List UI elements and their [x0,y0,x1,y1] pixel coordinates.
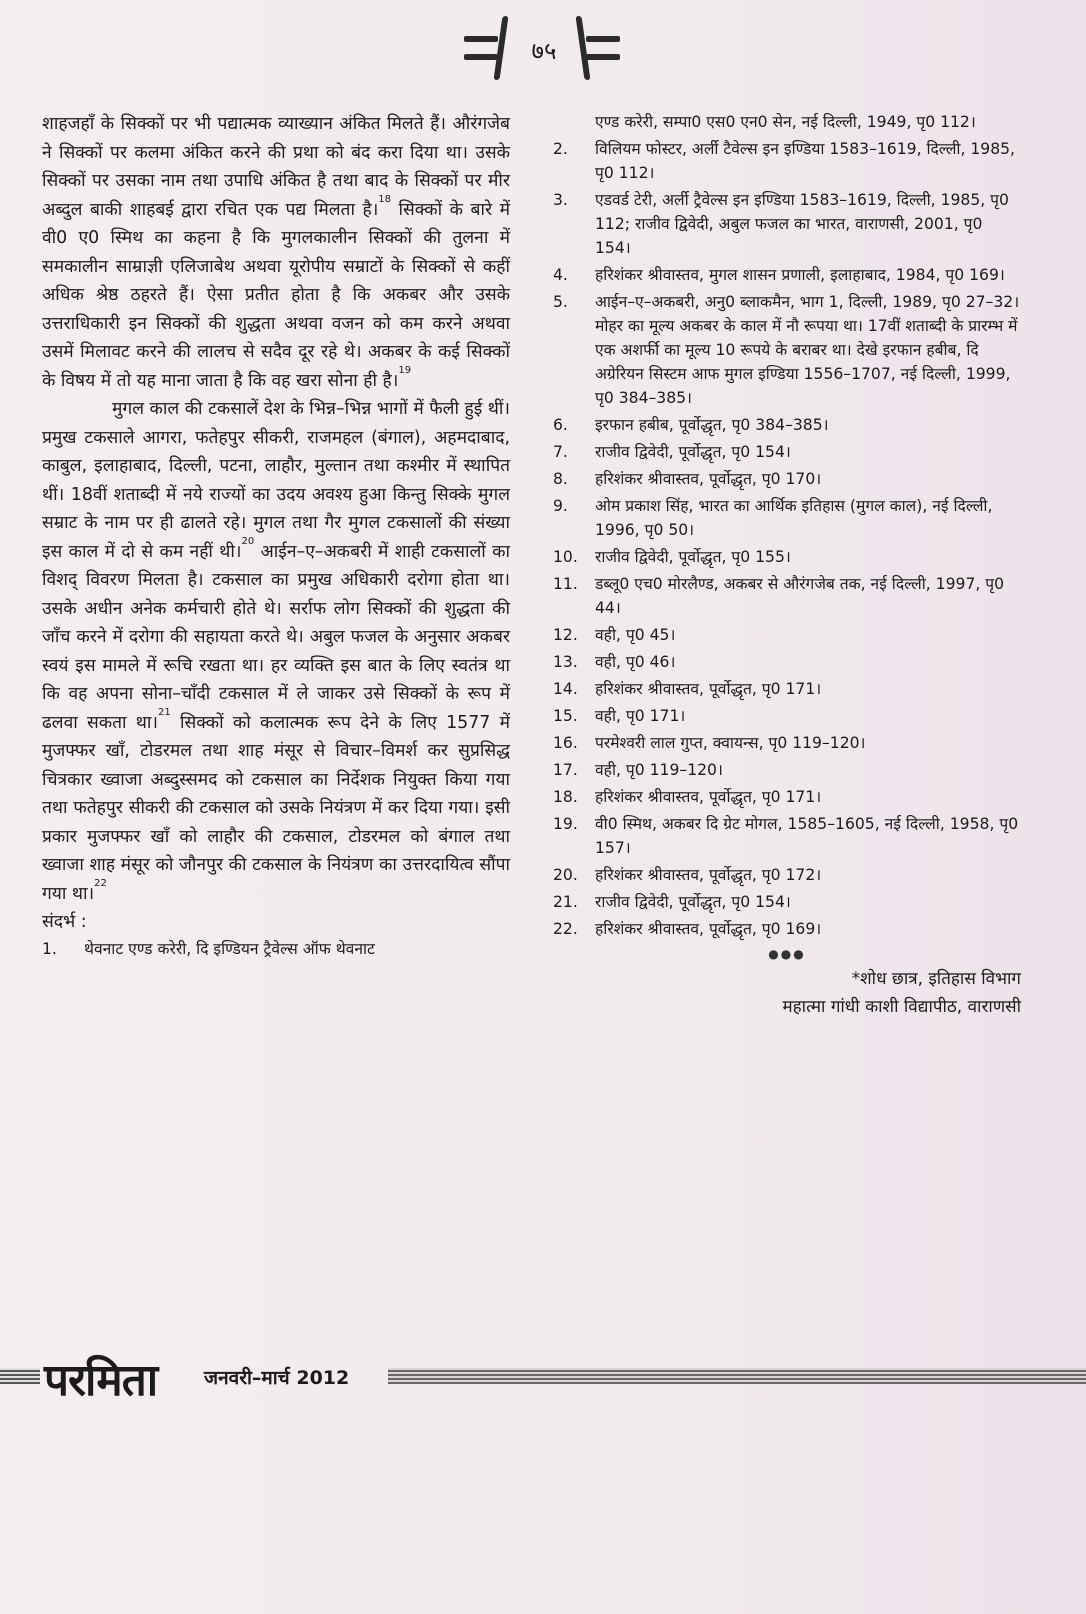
reference-item [553,785,1021,809]
reference-item [553,650,1021,674]
ornament-bar [464,54,498,60]
reference-text: राजीव द्विवेदी, पूर्वोद्धृत, पृ0 154। [595,893,791,911]
reference-item [553,188,1021,260]
paragraph-text: आईन–ए–अकबरी में शाही टकसालों का विशद् विवरण मिलता है। टकसाल का प्रमुख अधिकारी दरोगा होता था। उसके अधीन अनेक कर्मचारी होते थे। सर्राफ लोग सिक्कों की शुद्धता की जाँच करने में दरोगा की सहायता करते थे। अबुल फजल के अनुसार अकबर स्वयं इस मामले में रूचि रखता था। हर व्यक्ति इस बात के लिए स्वतंत्र था कि वह अपना सोना–चाँदी टकसाल में ले जाकर उसे सिक्कों के रूप में ढलवा सकता था। [42,541,510,733]
reference-list [553,110,1021,941]
reference-item [553,440,1021,464]
reference-number: 6. [553,416,568,434]
reference-item [553,263,1021,287]
reference-text: परमेश्वरी लाल गुप्त, क्वायन्स, पृ0 119–120। [595,734,866,752]
reference-item [553,704,1021,728]
reference-number: 15. [553,707,578,725]
reference-text: वही, पृ0 46। [595,653,676,671]
reference-number: 11. [553,575,578,593]
page-header [0,14,1086,84]
reference-item [553,572,1021,620]
reference-number: 7. [553,443,568,461]
reference-number: 1. [42,939,57,958]
footer-stripe [0,1368,40,1384]
reference-text: राजीव द्विवेदी, पूर्वोद्धृत, पृ0 154। [595,443,791,461]
body-paragraph [42,395,510,908]
ornament-bar [464,36,498,42]
left-column [42,110,510,964]
body-paragraph [42,110,510,395]
reference-text: वही, पृ0 119–120। [595,761,723,779]
reference-item [553,137,1021,185]
reference-text: एडवर्ड टेरी, अर्ली ट्रैवेल्स इन इण्डिया 1583–1619, दिल्ली, 1985, पृ0 112; राजीव द्विवेदी, अबुल फजल का भारत, वाराणसी, 2001, पृ0 154। [595,191,1009,257]
ornament-bar [586,36,620,42]
reference-number: 17. [553,761,578,779]
reference-text: डब्लू0 एच0 मोरलैण्ड, अकबर से औरंगजेब तक, नई दिल्ली, 1997, पृ0 44। [595,575,1005,617]
reference-item [553,731,1021,755]
reference-text: वी0 स्मिथ, अकबर दि ग्रेट मोगल, 1585–1605, नई दिल्ली, 1958, पृ0 157। [595,815,1019,857]
page-footer [0,1346,1086,1406]
reference-number: 5. [553,293,568,311]
reference-item [553,812,1021,860]
right-column [553,110,1021,1021]
ornament-curve [576,16,591,80]
reference-number: 14. [553,680,578,698]
magazine-logo: परमिता [44,1355,158,1406]
footnote-mark: 21 [158,706,171,718]
reference-number: 8. [553,470,568,488]
reference-number: 20. [553,866,578,884]
reference-number: 18. [553,788,578,806]
reference-item [553,413,1021,437]
reference-item [553,917,1021,941]
reference-list [42,937,510,961]
reference-text: आईन–ए–अकबरी, अनु0 ब्लाकमैन, भाग 1, दिल्ली, 1989, पृ0 27–32। मोहर का मूल्य अकबर के काल में नौ रूपया था। 17वीं शताब्दी के प्रारम्भ में एक अशर्फी का मूल्य 10 रूपये के बराबर था। देखे इरफान हबीब, दि अग्रेरियन सिस्टम आफ मुगल इण्डिया 1556–1707, नई दिल्ली, 1999, पृ0 384–385। [595,293,1020,407]
reference-number: 2. [553,140,568,158]
footnote-mark: 20 [241,535,255,547]
footnote-mark: 19 [398,364,412,376]
section-separator: ●●● [768,947,806,961]
author-line: महात्मा गांधी काशी विद्यापीठ, वाराणसी [782,997,1021,1017]
paragraph-text: सिक्कों को कलात्मक रूप देने के लिए 1577 में मुजफ्फर खाँ, टोडरमल तथा शाह मंसूर से विचार–विमर्श कर सुप्रसिद्ध चित्रकार ख्वाजा अब्दुस्समद को टकसाल का निर्देशक नियुक्त किया गया तथा फतेहपुर सीकरी की टकसाल को उसके नियंत्रण में कर दिया गया। इसी प्रकार मुजफ्फर खाँ को लाहौर की टकसाल, टोडरमल को बंगाल तथा ख्वाजा शाह मंसूर को जौनपुर की टकसाल के नियंत्रण का उत्तरदायित्व सौंपा गया था। [42,712,511,904]
reference-text: हरिशंकर श्रीवास्तव, पूर्वोद्धृत, पृ0 171। [595,788,822,806]
reference-number: 13. [553,653,578,671]
reference-text: विलियम फोस्टर, अर्ली टैवेल्स इन इण्डिया 1583–1619, दिल्ली, 1985, पृ0 112। [595,140,1016,182]
reference-number: 10. [553,548,578,566]
reference-text: राजीव द्विवेदी, पूर्वोद्धृत, पृ0 155। [595,548,791,566]
references-heading: संदर्भ : [42,912,87,932]
page-number: ७५ [531,37,557,65]
reference-text: हरिशंकर श्रीवास्तव, पूर्वोद्धृत, पृ0 172। [595,866,822,884]
reference-number: 4. [553,266,568,284]
author-line: *शोध छात्र, इतिहास विभाग [851,969,1021,989]
reference-item [553,110,1021,134]
footnote-mark: 18 [378,193,392,205]
ornament-bar [586,54,620,60]
reference-item [553,545,1021,569]
reference-text: हरिशंकर श्रीवास्तव, पूर्वोद्धृत, पृ0 171। [595,680,822,698]
paragraph-text: सिक्कों के बारे में वी0 ए0 स्मिथ का कहना है कि मुगलकालीन सिक्कों की तुलना में समकालीन साम्राज्ञी एलिजाबेथ अथवा यूरोपीय सम्राटों के सिक्कों से कहीं अधिक श्रेष्ठ ठहरते हैं। ऐसा प्रतीत होता है कि अकबर और उसके उत्तराधिकारी इन सिक्कों की शुद्धता अथवा वजन को कम करने अथवा उसमें मिलावट करने की लालच से सदैव दूर रहे थे। अकबर के कई सिक्कों के विषय में तो यह माना जाता है कि वह खरा सोना ही है। [42,199,510,391]
footnote-mark: 22 [94,877,107,889]
reference-text: वही, पृ0 45। [595,626,676,644]
reference-text: ओम प्रकाश सिंह, भारत का आर्थिक इतिहास (मुगल काल), नई दिल्ली, 1996, पृ0 50। [595,497,993,539]
reference-text: एण्ड करेरी, सम्पा0 एस0 एन0 सेन, नई दिल्ली, 1949, पृ0 112। [595,113,976,131]
reference-number: 22. [553,920,578,938]
reference-text: हरिशंकर श्रीवास्तव, मुगल शासन प्रणाली, इलाहाबाद, 1984, पृ0 169। [595,266,1005,284]
reference-number: 19. [553,815,578,833]
reference-number: 9. [553,497,568,515]
reference-item [553,290,1021,410]
reference-text: वही, पृ0 171। [595,707,686,725]
reference-item [553,494,1021,542]
reference-item [553,623,1021,647]
reference-text: थेवनाट एण्ड करेरी, दि इण्डियन ट्रैवेल्स ऑफ थेवनाट [84,939,375,958]
footer-stripe [388,1368,1086,1384]
reference-item [42,937,510,961]
reference-item [553,467,1021,491]
ornament-curve [494,16,509,80]
reference-item [553,890,1021,914]
reference-item [553,677,1021,701]
paragraph-text: शाहजहाँ के सिक्कों पर भी पद्यात्मक व्याख्यान अंकित मिलते हैं। औरंगजेब ने सिक्कों पर कलमा अंकित करने की प्रथा को बंद करा दिया था। उसके सिक्कों पर उसका नाम तथा उपाधि अंकित है तथा बाद के सिक्कों पर मीर अब्दुल बाकी शाहबई द्वारा रचित एक पद्य मिलता है। [42,114,510,220]
reference-number: 12. [553,626,578,644]
paragraph-text: मुगल काल की टकसालें देश के भिन्न–भिन्न भागों में फैली हुई थीं। प्रमुख टकसाले आगरा, फतेहपुर सीकरी, राजमहल (बंगाल), अहमदाबाद, काबुल, इलाहाबाद, दिल्ली, पटना, लाहौर, मुल्तान तथा कश्मीर में स्थापित थीं। 18वीं शताब्दी में नये राज्यों का उदय अवश्य हुआ किन्तु सिक्के मुगल सम्राट के नाम पर ही ढालते रहे। मुगल तथा गैर मुगल टकसालों की संख्या इस काल में दो से कम नहीं थी। [42,399,510,562]
reference-item [553,863,1021,887]
issue-date: जनवरी–मार्च 2012 [204,1367,350,1389]
reference-text: इरफान हबीब, पूर्वोद्धृत, पृ0 384–385। [595,416,829,434]
reference-number: 3. [553,191,568,209]
reference-text: हरिशंकर श्रीवास्तव, पूर्वोद्धृत, पृ0 169। [595,920,822,938]
reference-number: 21. [553,893,578,911]
reference-number: 16. [553,734,578,752]
reference-text: हरिशंकर श्रीवास्तव, पूर्वोद्धृत, पृ0 170। [595,470,822,488]
author-affiliation [553,965,1021,1021]
reference-item [553,758,1021,782]
